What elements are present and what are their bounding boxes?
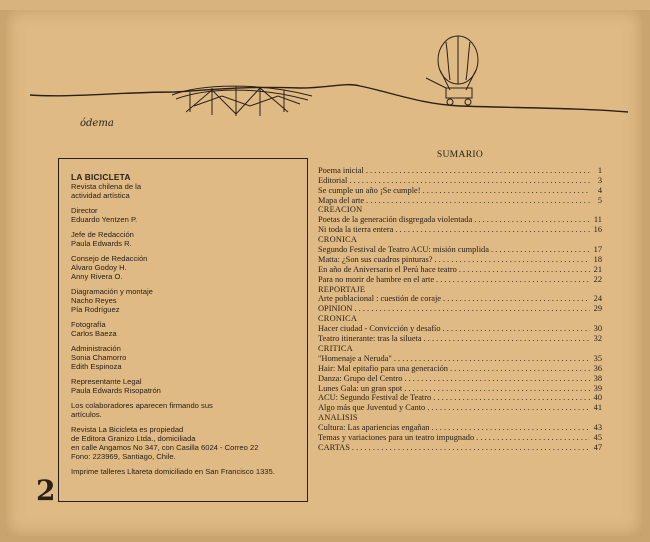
toc-entry <box>318 393 602 403</box>
toc-list <box>318 166 602 453</box>
toc-dot-leader <box>491 245 590 255</box>
toc-entry-title: Hair: Mal epitafio para una generación <box>318 363 448 373</box>
illustrator-signature: ódema <box>80 118 114 129</box>
toc-dot-leader <box>352 443 590 453</box>
toc-entry <box>318 176 602 186</box>
masthead-line: Carlos Baeza <box>71 329 117 338</box>
toc-dot-leader <box>436 275 590 285</box>
masthead-block <box>71 377 299 395</box>
toc-entry-title: En año de Aniversario el Perú hace teatro <box>318 264 457 274</box>
masthead-line: Jefe de Redacción <box>71 230 134 239</box>
masthead-line: Administración <box>71 344 121 353</box>
toc-dot-leader <box>354 304 590 314</box>
toc-section-heading: CRONICA <box>318 314 358 324</box>
toc-entry-page: 4 <box>597 185 602 195</box>
toc-entry-title: Algo más que Juventud y Canto <box>318 403 426 413</box>
toc-entry-title: Segundo Festival de Teatro ACU: misión cumplida <box>318 245 489 255</box>
toc-entry-page: 22 <box>593 274 602 284</box>
toc-entry <box>318 364 602 374</box>
toc-entry <box>318 423 602 433</box>
toc-entry <box>318 374 602 384</box>
masthead-block <box>71 320 299 338</box>
masthead-block <box>71 230 299 248</box>
masthead-line: Los colaboradores aparecen firmando sus <box>71 401 213 410</box>
toc-entry-page: 17 <box>593 245 602 255</box>
toc-entry-page: 3 <box>597 175 602 185</box>
masthead-block <box>71 206 299 224</box>
masthead-line: Director <box>71 206 98 215</box>
toc-dot-leader <box>459 265 590 275</box>
toc-entry-page: 35 <box>593 353 602 363</box>
toc-entry <box>318 294 602 304</box>
masthead-line: Diagramación y montaje <box>71 287 153 296</box>
masthead-line: Edith Espinoza <box>71 362 122 371</box>
masthead-block <box>71 287 299 314</box>
toc-dot-leader <box>433 393 590 403</box>
toc-entry <box>318 186 602 196</box>
toc-entry-title: Poema inicial <box>318 165 364 175</box>
masthead-block <box>71 467 299 476</box>
toc-dot-leader <box>395 225 590 235</box>
toc-entry-page: 41 <box>593 403 602 413</box>
toc-entry <box>318 245 602 255</box>
masthead-line: Representante Legal <box>71 377 142 386</box>
masthead-block <box>71 344 299 371</box>
masthead-line: Imprime talleres Lltareta domiciliado en San Francisco 1335. <box>71 467 275 476</box>
toc-entry-page: 47 <box>593 442 602 452</box>
toc-entry-page: 11 <box>593 215 602 225</box>
toc-dot-leader <box>450 364 590 374</box>
sumario-title: SUMARIO <box>436 149 484 160</box>
toc-entry <box>318 433 602 443</box>
toc-entry-title: "Homenaje a Neruda" <box>318 353 392 363</box>
toc-entry-title: Hacer ciudad - Convicción y desafío <box>318 324 441 334</box>
toc-entry-page: 21 <box>593 264 602 274</box>
toc-entry <box>318 166 602 176</box>
toc-entry-title: CARTAS <box>318 442 350 452</box>
toc-entry <box>318 225 602 235</box>
toc-entry-page: 45 <box>593 432 602 442</box>
toc-entry-page: 24 <box>593 294 602 304</box>
toc-entry-page: 40 <box>593 393 602 403</box>
toc-entry-page: 36 <box>593 363 602 373</box>
toc-section-heading: CRONICA <box>318 235 358 245</box>
toc-entry-title: Poetas de la generación disgregada violentada <box>318 215 473 225</box>
masthead-block <box>71 401 299 419</box>
masthead-line: Alvaro Godoy H. <box>71 263 127 272</box>
toc-section-heading: CRITICA <box>318 343 353 353</box>
toc-dot-leader <box>394 354 590 364</box>
masthead-line: Fotografía <box>71 320 106 329</box>
toc-entry <box>318 324 602 334</box>
toc-entry-page: 18 <box>593 254 602 264</box>
toc-entry-page: 1 <box>597 165 602 175</box>
masthead-line: Nacho Reyes <box>71 296 117 305</box>
toc-dot-leader <box>366 166 590 176</box>
toc-entry-title: Lunes Gala: un gran spot <box>318 383 403 393</box>
masthead-block <box>71 173 299 200</box>
masthead-line: Paula Edwards Risopatrón <box>71 386 161 395</box>
toc-dot-leader <box>431 423 590 433</box>
toc-entry <box>318 304 602 314</box>
toc-dot-leader <box>474 215 590 225</box>
toc-entry-title: Editorial <box>318 175 348 185</box>
toc-entry-page: 30 <box>593 324 602 334</box>
toc-entry-title: Se cumple un año ¡Se cumple! <box>318 185 421 195</box>
toc-section-heading: CREACION <box>318 205 363 215</box>
toc-entry-page: 29 <box>593 304 602 314</box>
toc-entry-page: 39 <box>593 383 602 393</box>
toc-dot-leader <box>434 255 590 265</box>
masthead-line: Eduardo Yentzen P. <box>71 215 138 224</box>
toc-entry <box>318 265 602 275</box>
toc-entry <box>318 354 602 364</box>
toc-dot-leader <box>349 176 590 186</box>
toc-dot-leader <box>476 433 590 443</box>
toc-entry-title: Ni toda la tierra entera <box>318 225 394 235</box>
toc-entry-title: Temas y variaciones para un teatro impugnado <box>318 432 475 442</box>
toc-entry <box>318 334 602 344</box>
toc-entry <box>318 384 602 394</box>
toc-dot-leader <box>427 403 590 413</box>
toc-dot-leader <box>366 196 590 206</box>
masthead-line: de Editora Granizo Ltda., domiciliada <box>71 434 196 443</box>
masthead-line: Revista La Bicicleta es propiedad <box>71 425 184 434</box>
toc-entry-page: 38 <box>593 373 602 383</box>
toc-section-heading: ANALISIS <box>318 413 358 423</box>
masthead-line: artículos. <box>71 410 102 419</box>
horizon-line <box>30 85 628 112</box>
toc-entry <box>318 196 602 206</box>
masthead-box <box>58 158 308 502</box>
masthead-line: en calle Angamos No 347, con Casilla 6024 - Correo 22 <box>71 443 259 452</box>
toc-entry-title: ACU: Segundo Festival de Teatro <box>318 393 432 403</box>
toc-entry <box>318 255 602 265</box>
toc-entry <box>318 403 602 413</box>
masthead-line: Anny Rivera O. <box>71 272 123 281</box>
toc-entry-page: 43 <box>593 423 602 433</box>
toc-entry-title: Danza: Grupo del Centro <box>318 373 403 383</box>
toc-dot-leader <box>424 334 590 344</box>
masthead-block <box>71 254 299 281</box>
masthead-line: Sonia Chamorro <box>71 353 127 362</box>
page-number: 2 <box>36 474 56 507</box>
table-of-contents <box>318 150 602 453</box>
masthead-line: Revista chilena de la <box>71 182 142 191</box>
toc-dot-leader <box>404 374 590 384</box>
toc-entry-page: 5 <box>597 195 602 205</box>
masthead-line: Consejo de Redacción <box>71 254 148 263</box>
toc-entry <box>318 215 602 225</box>
toc-entry-page: 16 <box>593 225 602 235</box>
toc-dot-leader <box>443 324 590 334</box>
toc-entry-title: OPINION <box>318 304 353 314</box>
toc-entry-page: 32 <box>593 334 602 344</box>
masthead-line: Fono: 223969, Santiago, Chile. <box>71 452 176 461</box>
masthead-line: Pía Rodríguez <box>71 305 120 314</box>
toc-entry-title: Teatro itinerante: tras la silueta <box>318 334 422 344</box>
toc-entry <box>318 275 602 285</box>
balloon-drawing <box>426 36 478 105</box>
masthead-line: actividad artística <box>71 191 130 200</box>
masthead-line: Paula Edwards R. <box>71 239 132 248</box>
toc-entry <box>318 443 602 453</box>
magazine-name: LA BICICLETA <box>71 172 131 182</box>
toc-entry-title: Arte poblacional : cuestión de coraje <box>318 294 442 304</box>
toc-dot-leader <box>443 294 590 304</box>
toc-dot-leader <box>423 186 590 196</box>
toc-entry-title: Para no morir de hambre en el arte <box>318 274 435 284</box>
masthead-block <box>71 425 299 461</box>
toc-entry-title: Matta: ¿Son sus cuadros pinturas? <box>318 254 433 264</box>
toc-dot-leader <box>404 384 590 394</box>
toc-entry-title: Mapa del arte <box>318 195 365 205</box>
toc-section-heading: REPORTAJE <box>318 284 366 294</box>
toc-entry-title: Cultura: Las apariencias engañan <box>318 423 430 433</box>
